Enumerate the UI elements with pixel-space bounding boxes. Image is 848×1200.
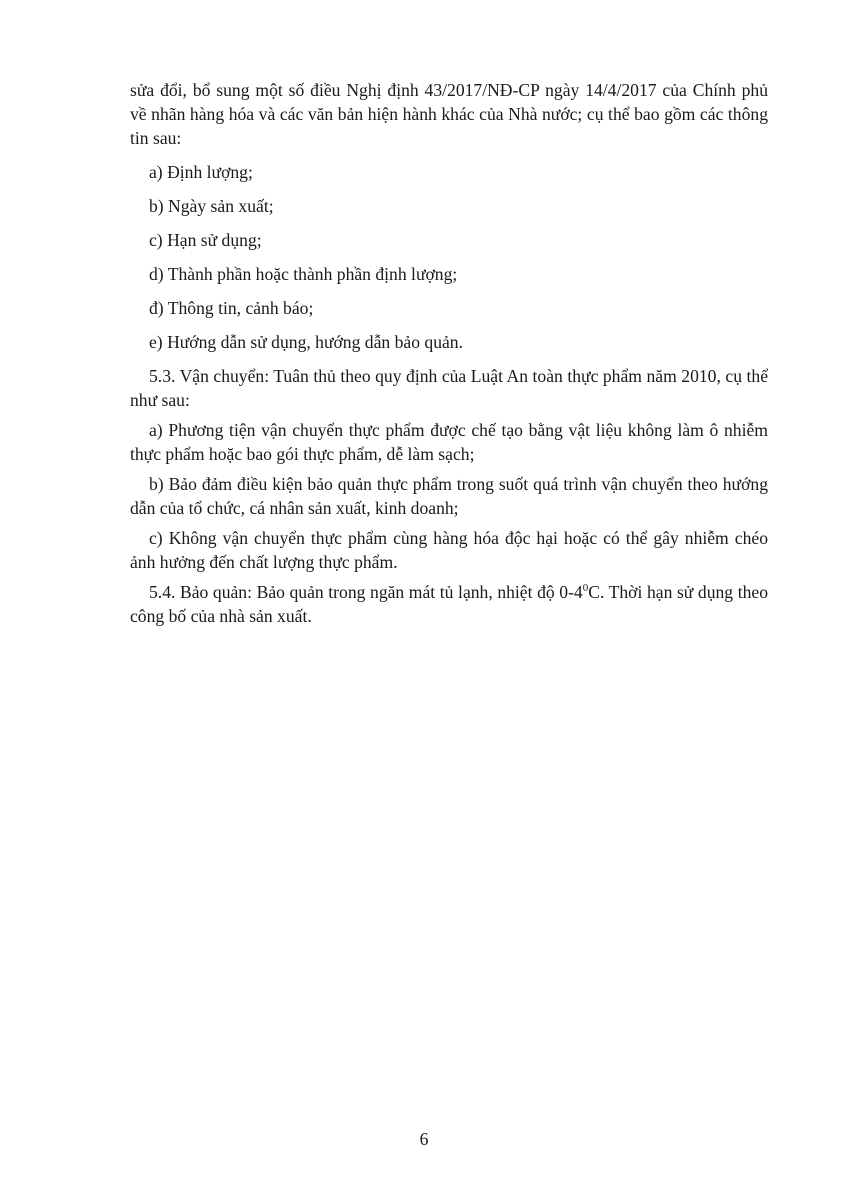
section-5-3-heading: 5.3. Vận chuyển: Tuân thủ theo quy định của Luật An toàn thực phẩm năm 2010, cụ thể như sau: [130,366,768,410]
label-item-a: a) Định lượng; [149,162,253,182]
degree-superscript: 0 [582,582,589,595]
label-item-dd: đ) Thông tin, cảnh báo; [149,298,314,318]
label-item-c: c) Hạn sử dụng; [149,230,262,250]
section-5-4-paragraph [130,580,768,628]
page-content [130,78,768,628]
section-5-3-item-a: a) Phương tiện vận chuyển thực phẩm được chế tạo bằng vật liệu không làm ô nhiễm thực phẩm hoặc bao gói thực phẩm, dễ làm sạch; [130,420,768,464]
section-5-3-item-c: c) Không vận chuyển thực phẩm cùng hàng hóa độc hại hoặc có thể gây nhiễm chéo ảnh hưởng đến chất lượng thực phẩm. [130,528,768,572]
label-item-e: e) Hướng dẫn sử dụng, hướng dẫn bảo quản. [149,332,463,352]
label-item-d: d) Thành phần hoặc thành phần định lượng; [149,264,458,284]
page-number: 6 [419,1129,429,1149]
intro-paragraph: sửa đổi, bổ sung một số điều Nghị định 43/2017/NĐ-CP ngày 14/4/2017 của Chính phủ về nhãn hàng hóa và các văn bản hiện hành khác của Nhà nước; cụ thể bao gồm các thông tin sau: [130,80,768,148]
section-5-4-text-start: 5.4. Bảo quản: Bảo quản trong ngăn mát tủ lạnh, nhiệt độ 0-4 [149,582,583,602]
label-item-b: b) Ngày sản xuất; [149,196,274,216]
section-5-3-item-b: b) Bảo đảm điều kiện bảo quản thực phẩm trong suốt quá trình vận chuyển theo hướng dẫn của tổ chức, cá nhân sản xuất, kinh doanh; [130,474,768,518]
section-5-4-text-end: C. Thời hạn sử dụng theo công bố của nhà sản xuất. [130,582,768,626]
